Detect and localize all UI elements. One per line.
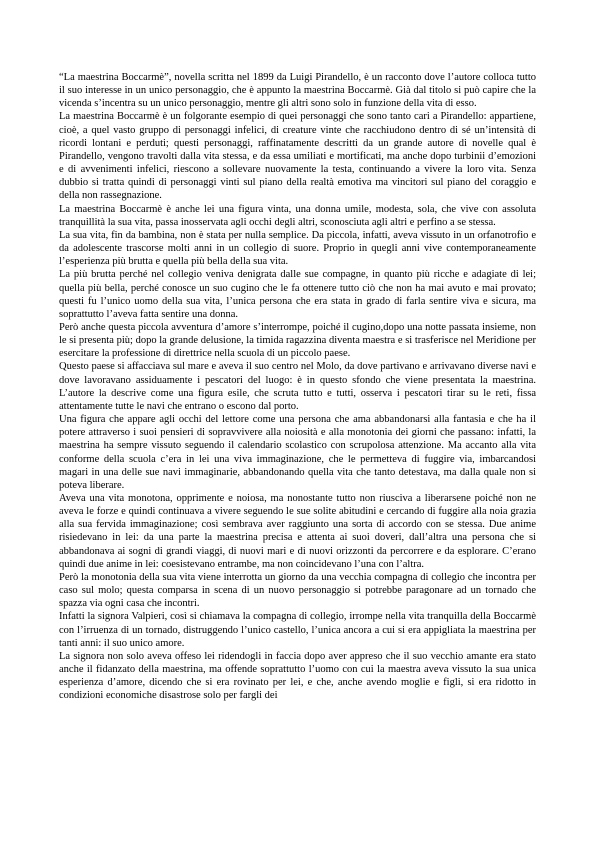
paragraph-11: Infatti la signora Valpieri, così si chiamava la compagna di collegio, irrompe nella vita tranquilla della Boccarmè con l’irruenza di un tornado, distruggendo l’unico castello, l’unica ancora a cui si era appigliata la maestrina per tanti anni: il suo unico amore. [59,611,536,649]
paragraph-5: La più brutta perché nel collegio veniva denigrata dalle sue compagne, in quanto più ricche e adagiate di lei; quella più bella, perché conosce un suo cugino che le fa ottenere tutto ciò che non ha mai avuto e mai provato; questi fu l’unico uomo della sua vita, l’unica persona che era stata in grado di farla sentire viva e sicura, ma soprattutto l’aveva fatta sentire una donna. [59,269,536,320]
paragraph-9: Aveva una vita monotona, opprimente e noiosa, ma nonostante tutto non riusciva a liberarsene poiché non ne aveva le forze e quindi continuava a vivere seguendo le sue solite abitudini e cercando di fuggire alla noia grazia alla sua fervida immaginazione; così sembrava aver raggiunto una sorta di accordo con se stessa. Due anime risiedevano in lei: da una parte la maestrina precisa e attenta ai suoi doveri, dall’altra una persona che si abbandonava ai sogni di grandi viaggi, di nuovi mari e di nuovi orizzonti da percorrere e da esplorare. C’erano quindi due anime in lei: coesistevano entrambe, ma non coincidevano l’una con l’altra. [59,493,536,570]
paragraph-3: La maestrina Boccarmè è anche lei una figura vinta, una donna umile, modesta, sola, che vive con assoluta tranquillità la sua vita, passa inosservata agli occhi degli altri, sconosciuta agli altri e perfino a se stessa. [59,203,536,228]
paragraph-4: La sua vita, fin da bambina, non è stata per nulla semplice. Da piccola, infatti, aveva vissuto in un orfanotrofio e da adolescente trascorse molti anni in un collegio di suore. Proprio in quegli anni vive contemporaneamente l’esperienza più brutta e quella più bella della sua vita. [59,229,536,268]
paragraph-10: Però la monotonia della sua vita viene interrotta un giorno da una vecchia compagna di collegio che incontra per caso sul molo; questa comparsa in scena di un nuovo personaggio si potrebbe paragonare ad un tornado che spazza via ogni casa che incontri. [59,571,536,610]
paragraph-12: La signora non solo aveva offeso lei ridendogli in faccia dopo aver appreso che il suo vecchio amante era stato anche il fidanzato della maestrina, ma offende soprattutto l’uomo con cui la maestra aveva vissuto la sua unica esperienza d’amore, dicendo che si era rovinato per lei, e che, anche avendo moglie e figli, si era ridotto in condizioni economiche disastrose solo per fargli dei [59,650,536,702]
paragraph-6: Però anche questa piccola avventura d’amore s’interrompe, poiché il cugino,dopo una notte passata insieme, non le si presenta più; dopo la grande delusione, la timida ragazzina diventa maestra e si trasferisce nel Meridione per esercitare la professione di direttrice nella scuola di un piccolo paese. [59,321,536,360]
body-text [59,71,536,703]
paragraph-2: La maestrina Boccarmè è un folgorante esempio di quei personaggi che sono tanto cari a Pirandello: appartiene, cioè, a quel vasto gruppo di personaggi infelici, di creature vinte che racchiudono dentro di sé un’intensità di ricordi lontani e perduti; questi personaggi, raffinatamente descritti da un grande autore di novelle qual è Pirandello, vengono travolti dalla vita stessa, e da essa umiliati e mortificati, ma anche dopo turbinii d’emozioni e di avvenimenti infelici, riescono a sollevare nuovamente la testa, continuando a vivere la loro vita. Senza dubbio si tratta quindi di personaggi vinti sul piano della realtà emotiva ma vincitori sul piano del coraggio e della non rassegnazione. [59,111,536,202]
paragraph-8: Una figura che appare agli occhi del lettore come una persona che ama abbandonarsi alla fantasia e che ha il potere attraverso i suoi pensieri di sopravvivere alla noiosità e alla monotonia dei giorni che passano: infatti, la maestrina ha sempre vissuto seguendo il calendario scolastico con scrupolosa attenzione. Ma accanto alla vita conforme della scuola c’era in lei una viva immaginazione, che le permetteva di fuggire via, imbarcandosi magari in una delle sue navi immaginarie, abbandonando quella vita che tanto detestava, ma dalla quale non si poteva liberare. [59,414,536,491]
paragraph-7: Questo paese si affacciava sul mare e aveva il suo centro nel Molo, da dove partivano e arrivavano diverse navi e dove lavoravano assiduamente i pescatori del luogo: è in questo sfondo che viene presentata la maestrina. L’autore la descrive come una figura esile, che scruta tutto e tutti, osserva i pescatori tirar su le reti, fissa attentamente tutte le navi che entrano o escono dal porto. [59,361,536,412]
paragraph-1: “La maestrina Boccarmè”, novella scritta nel 1899 da Luigi Pirandello, è un racconto dove l’autore colloca tutto il suo interesse in un unico personaggio, che è appunto la maestrina Boccarmè. Già dal titolo si può capire che la vicenda s’incentra su un unico personaggio, mentre gli altri sono solo in funzione della vita di esso. [59,72,536,110]
